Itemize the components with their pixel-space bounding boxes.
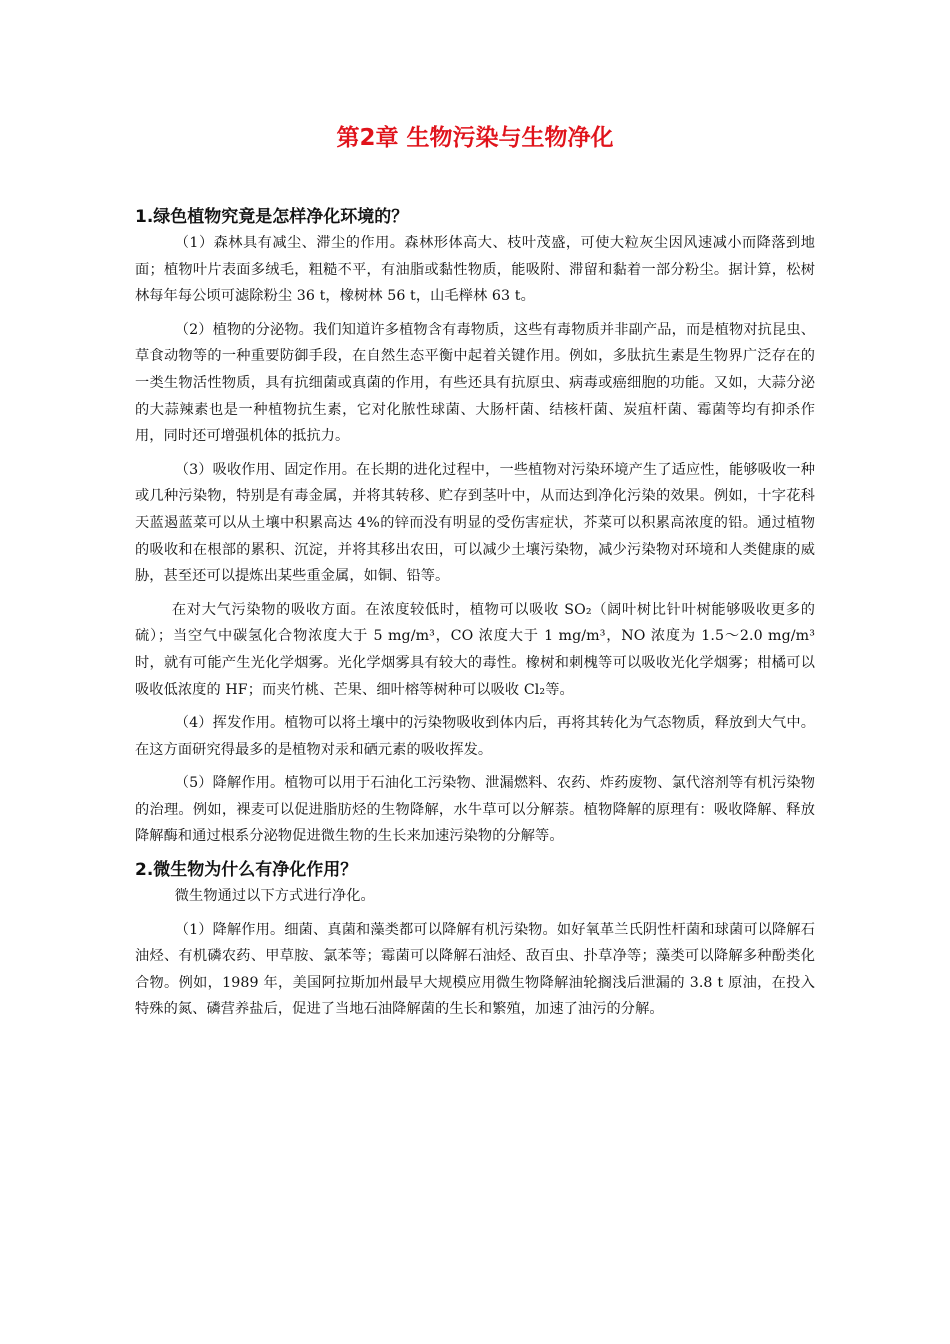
document-page — [135, 118, 815, 1030]
paragraph: （4）挥发作用。植物可以将土壤中的污染物吸收到体内后，再将其转化为气态物质，释放到大气中。在这方面研究得最多的是植物对汞和硒元素的吸收挥发。 — [135, 715, 815, 758]
paragraph: （2）植物的分泌物。我们知道许多植物含有毒物质，这些有毒物质并非副产品，而是植物对抗昆虫、草食动物等的一种重要防御手段，在自然生态平衡中起着关键作用。例如，多肽抗生素是生物界广泛存在的一类生物活性物质，具有抗细菌或真菌的作用，有些还具有抗原虫、病毒或癌细胞的功能。又如，大蒜分泌的大蒜辣素也是一种植物抗生素，它对化脓性球菌、大肠杆菌、结核杆菌、炭疽杆菌、霉菌等均有抑杀作用，同时还可增强机体的抵抗力。 — [135, 321, 815, 445]
paragraph: （1）森林具有减尘、滞尘的作用。森林形体高大、枝叶茂盛，可使大粒灰尘因风速减小而降落到地面；植物叶片表面多绒毛，粗糙不平，有油脂或黏性物质，能吸附、滞留和黏着一部分粉尘。据计算，松树林每年每公顷可滤除粉尘 36 t，橡树林 56 t，山毛榉林 63 t。 — [135, 235, 815, 305]
paragraph: （1）降解作用。细菌、真菌和藻类都可以降解有机污染物。如好氧革兰氏阴性杆菌和球菌可以降解石油烃、有机磷农药、甲草胺、氯苯等；霉菌可以降解石油烃、敌百虫、扑草净等；藻类可以降解多种酚类化合物。例如，1989 年，美国阿拉斯加州最早大规模应用微生物降解油轮搁浅后泄漏的 3.8 t 原油，在投入特殊的氮、磷营养盐后，促进了当地石油降解菌的生长和繁殖，加速了油污的分解。 — [135, 921, 815, 1018]
paragraph: （3）吸收作用、固定作用。在长期的进化过程中，一些植物对污染环境产生了适应性，能够吸收一种或几种污染物，特别是有毒金属，并将其转移、贮存到茎叶中，从而达到净化污染的效果。例如，十字花科天蓝遏蓝菜可以从土壤中积累高达 4%的锌而没有明显的受伤害症状，芥菜可以积累高浓度的铅。通过植物的吸收和在根部的累积、沉淀，并将其移出农田，可以减少土壤污染物，减少污染物对环境和人类健康的威胁，甚至还可以提炼出某些重金属，如铜、铅等。 — [135, 461, 815, 585]
paragraph: （5）降解作用。植物可以用于石油化工污染物、泄漏燃料、农药、炸药废物、氯代溶剂等有机污染物的治理。例如，裸麦可以促进脂肪烃的生物降解，水牛草可以分解萘。植物降解的原理有：吸收降解、释放降解酶和通过根系分泌物促进微生物的生长来加速污染物的分解等。 — [135, 775, 815, 845]
section-2 — [135, 857, 815, 1023]
paragraph: 在对大气污染物的吸收方面。在浓度较低时，植物可以吸收 SO₂（阔叶树比针叶树能够吸收更多的硫）；当空气中碳氢化合物浓度大于 5 mg/m³，CO 浓度大于 1 mg/m³，NO 浓度为 1.5～2.0 mg/m³时，就有可能产生光化学烟雾。光化学烟雾具有较大的毒性。橡树和刺槐等可以吸收光化学烟雾；柑橘可以吸收低浓度的 HF；而夹竹桃、芒果、细叶榕等树种可以吸收 Cl₂等。 — [135, 601, 815, 698]
paragraph: 微生物通过以下方式进行净化。 — [174, 888, 375, 905]
section-heading: 1.绿色植物究竟是怎样净化环境的？ — [135, 207, 409, 227]
section-1 — [135, 204, 815, 850]
chapter-title: 第2章 生物污染与生物净化 — [336, 125, 614, 151]
section-heading: 2.微生物为什么有净化作用？ — [135, 860, 358, 881]
